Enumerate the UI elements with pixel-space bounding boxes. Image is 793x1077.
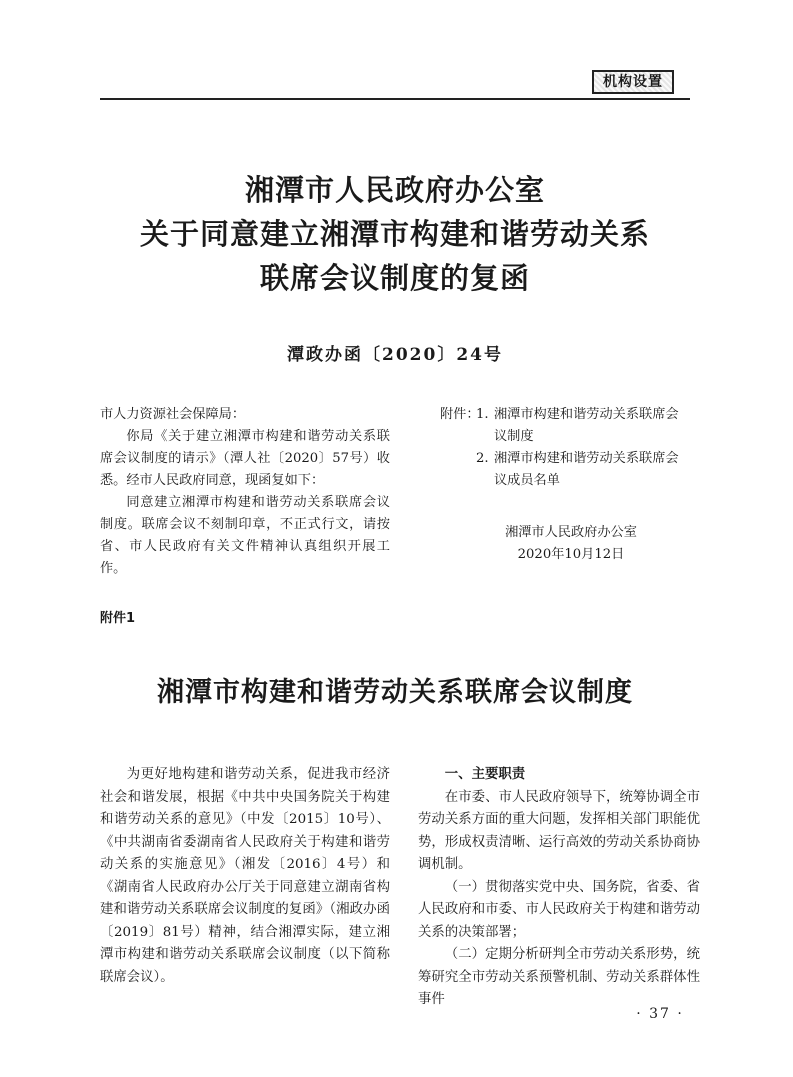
- page-number: · 37 ·: [636, 1006, 684, 1022]
- appendix-intro: [100, 764, 390, 989]
- intro-paragraph: 为更好地构建和谐劳动关系，促进我市经济社会和谐发展，根据《中共中央国务院关于构建和谐劳动关系的意见》（中发〔2015〕10号）、《中共湖南省委湖南省人民政府关于构建和谐劳动关系的实施意见》（湘发〔2016〕4号）和《湖南省人民政府办公厅关于同意建立湖南省构建和谐劳动关系联席会议制度的复函》（湘政办函〔2019〕81号）精神，结合湘潭实际，建立湘潭市构建和谐劳动关系联席会议制度（以下简称联席会议）。: [100, 767, 390, 985]
- signature-org: 湘潭市人民政府办公室: [505, 525, 637, 540]
- attachments-label: 附件：: [440, 407, 480, 422]
- attachment-item: [440, 404, 702, 426]
- letter-paragraph: 同意建立湘潭市构建和谐劳动关系联席会议制度。联席会议不刻制印章，不正式行文，请按省、市人民政府有关文件精神认真组织开展工作。: [100, 495, 390, 576]
- duty-paragraph: （一）贯彻落实党中央、国务院，省委、省人民政府和市委、市人民政府关于构建和谐劳动关系的决策部署；: [418, 879, 700, 940]
- title-line-1: 湘潭市人民政府办公室: [244, 173, 545, 207]
- attachment-title-cont: 议成员名单: [494, 473, 560, 488]
- attachment-item: [440, 448, 702, 470]
- attachment-title-cont: 议制度: [494, 429, 534, 444]
- attachment-number: 2.: [476, 451, 489, 466]
- attachment-number: 1.: [476, 407, 489, 422]
- duty-paragraph: 在市委、市人民政府领导下，统筹协调全市劳动关系方面的重大问题，发挥相关部门职能优势，形成权责清晰、运行高效的劳动关系协商协调机制。: [418, 789, 700, 872]
- section-heading: 一、主要职责: [444, 767, 526, 782]
- header-rule: [100, 98, 690, 100]
- letter-recipient: 市人力资源社会保障局：: [100, 407, 246, 422]
- attachments-list: [440, 404, 702, 492]
- letter-paragraph: 你局《关于建立湘潭市构建和谐劳动关系联席会议制度的请示》（潭人社〔2020〕57号）收悉。经市人民政府同意，现函复如下：: [100, 429, 390, 488]
- title-line-2: 关于同意建立湘潭市构建和谐劳动关系: [139, 217, 650, 251]
- duties-section: [418, 764, 700, 1012]
- section-tag: 机构设置: [592, 70, 674, 94]
- document-number: 潭政办函〔2020〕24号: [287, 345, 503, 365]
- appendix-title: 湘潭市构建和谐劳动关系联席会议制度: [157, 677, 633, 708]
- letter-body: [100, 404, 390, 580]
- appendix-label: 附件1: [100, 611, 136, 626]
- attachment-title: 湘潭市构建和谐劳动关系联席会: [494, 451, 679, 466]
- duty-paragraph: （二）定期分析研判全市劳动关系形势，统筹研究全市劳动关系预警机制、劳动关系群体性事件: [418, 947, 700, 1007]
- attachment-title: 湘潭市构建和谐劳动关系联席会: [494, 407, 679, 422]
- signature-date: 2020年10月12日: [517, 547, 625, 562]
- signature-block: [440, 522, 702, 566]
- title-line-3: 联席会议制度的复函: [259, 261, 530, 295]
